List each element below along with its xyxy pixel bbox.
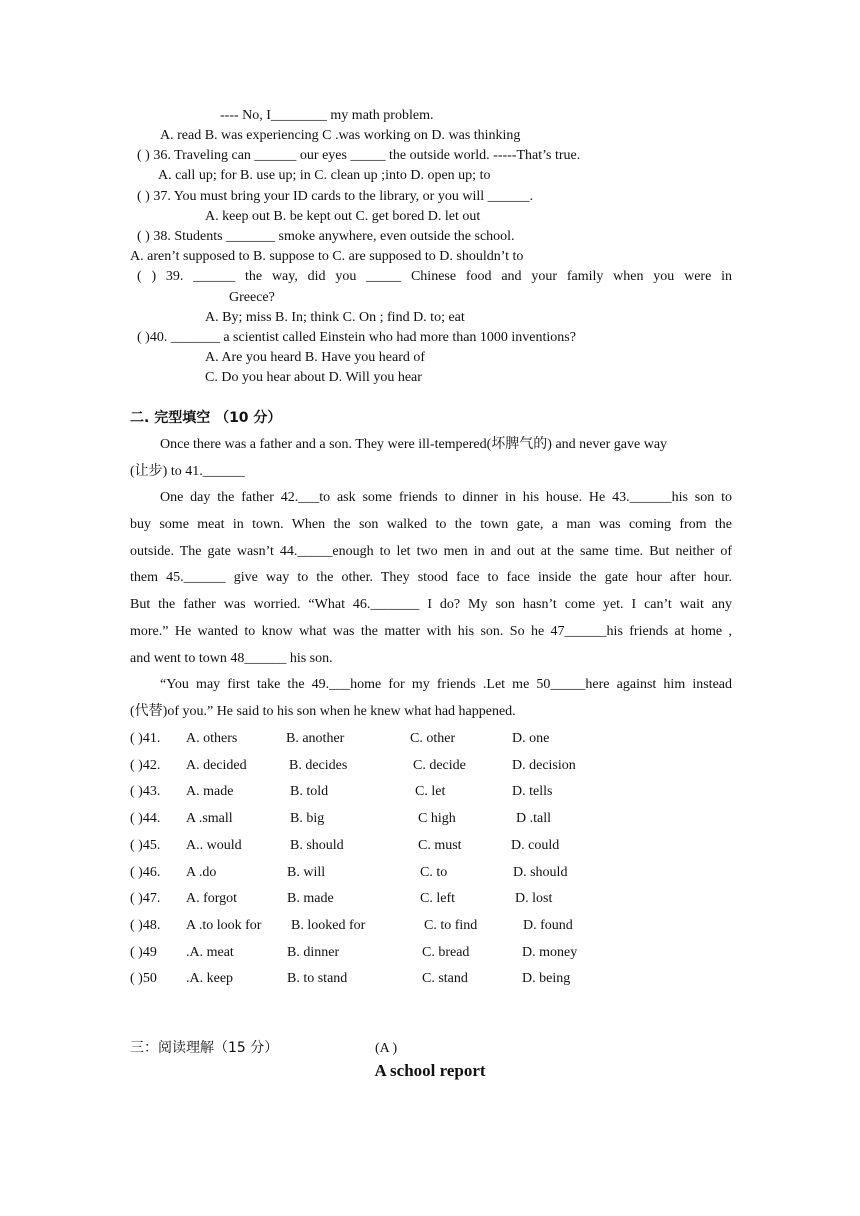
q47-a: A. forgot (186, 891, 238, 906)
q38-options: A. aren’t supposed to B. suppose to C. are supposed to D. shouldn’t to (130, 249, 524, 264)
q46-b: B. will (287, 865, 326, 880)
q45-d: D. could (511, 838, 560, 853)
q49-c: C. bread (422, 945, 470, 960)
q44-c: C high (418, 811, 456, 826)
q44-a: A .small (186, 811, 233, 826)
q50-num: ( )50 (130, 971, 157, 986)
q46-num: ( )46. (130, 865, 161, 880)
passage-line-8: more.” He wanted to know what was the matter with his son. So he 47______his friends at home , (130, 624, 732, 639)
section-2-heading: 二. 完型填空 （10 分） (130, 410, 282, 426)
q47-c: C. left (420, 891, 455, 906)
q40-question: ( )40. _______ a scientist called Einstein who had more than 1000 inventions? (137, 330, 576, 345)
q42-d: D. decision (512, 758, 576, 773)
q50-c: C. stand (422, 971, 468, 986)
q41-d: D. one (512, 731, 550, 746)
q42-num: ( )42. (130, 758, 161, 773)
q49-d: D. money (522, 945, 578, 960)
q39-question-cont: Greece? (229, 290, 275, 305)
q45-c: C. must (418, 838, 462, 853)
q46-a: A .do (186, 865, 217, 880)
q48-b: B. looked for (291, 918, 366, 933)
q49-num: ( )49 (130, 945, 157, 960)
q45-a: A.. would (186, 838, 242, 853)
q44-d: D .tall (516, 811, 551, 826)
q43-d: D. tells (512, 784, 553, 799)
q43-a: A. made (186, 784, 234, 799)
q37-question: ( ) 37. You must bring your ID cards to the library, or you will ______. (137, 189, 534, 204)
q46-c: C. to (420, 865, 448, 880)
q47-d: D. lost (515, 891, 553, 906)
q47-b: B. made (287, 891, 334, 906)
passage-line-4: buy some meat in town. When the son walked to the town gate, a man was coming from the (130, 517, 732, 532)
q50-a: .A. keep (186, 971, 234, 986)
q39-options: A. By; miss B. In; think C. On ; find D. to; eat (205, 310, 465, 325)
q40-options-1: A. Are you heard B. Have you heard of (205, 350, 426, 365)
passage-line-7: But the father was worried. “What 46._______ I do? My son hasn’t come yet. I can’t wait any (130, 597, 732, 612)
q48-c: C. to find (424, 918, 478, 933)
passage-label: (A ) (375, 1041, 398, 1056)
q50-b: B. to stand (287, 971, 348, 986)
q42-a: A. decided (186, 758, 247, 773)
q37-options: A. keep out B. be kept out C. get bored D. let out (205, 209, 481, 224)
section-3-heading: 三：阅读理解（15 分） (130, 1040, 279, 1056)
q35-options: A. read B. was experiencing C .was working on D. was thinking (160, 128, 521, 143)
passage-line-9: and went to town 48______ his son. (130, 651, 333, 666)
passage-title: A school report (374, 1061, 486, 1080)
passage-line-1: Once there was a father and a son. They were ill-tempered(坏脾气的) and never gave way (160, 437, 668, 452)
q45-num: ( )45. (130, 838, 161, 853)
q39-question: ( ) 39. ______ the way, did you _____ Chinese food and your family when you were in (137, 269, 732, 284)
q40-options-2: C. Do you hear about D. Will you hear (205, 370, 422, 385)
q36-question: ( ) 36. Traveling can ______ our eyes _____ the outside world. -----That’s true. (137, 148, 581, 163)
q42-c: C. decide (413, 758, 466, 773)
q35-dialogue: ---- No, I________ my math problem. (220, 108, 434, 123)
q41-num: ( )41. (130, 731, 161, 746)
q45-b: B. should (290, 838, 344, 853)
q43-num: ( )43. (130, 784, 161, 799)
q48-num: ( )48. (130, 918, 161, 933)
q42-b: B. decides (289, 758, 348, 773)
q44-num: ( )44. (130, 811, 161, 826)
q43-c: C. let (415, 784, 446, 799)
q48-a: A .to look for (186, 918, 262, 933)
q49-a: .A. meat (186, 945, 234, 960)
q43-b: B. told (290, 784, 329, 799)
passage-line-11: (代替)of you.” He said to his son when he knew what had happened. (130, 704, 516, 719)
q48-d: D. found (523, 918, 573, 933)
q41-b: B. another (286, 731, 345, 746)
passage-line-10: “You may first take the 49.___home for my friends .Let me 50_____here against him instead (160, 677, 732, 692)
q44-b: B. big (290, 811, 325, 826)
passage-line-2: (让步) to 41.______ (130, 464, 245, 479)
q47-num: ( )47. (130, 891, 161, 906)
q49-b: B. dinner (287, 945, 340, 960)
q41-a: A. others (186, 731, 238, 746)
passage-line-6: them 45.______ give way to the other. They stood face to face inside the gate hour after hour. (130, 570, 732, 585)
q36-options: A. call up; for B. use up; in C. clean up ;into D. open up; to (158, 168, 491, 183)
q38-question: ( ) 38. Students _______ smoke anywhere, even outside the school. (137, 229, 515, 244)
passage-line-3: One day the father 42.___to ask some friends to dinner in his house. He 43.______his son to (160, 490, 732, 505)
q41-c: C. other (410, 731, 456, 746)
q46-d: D. should (513, 865, 568, 880)
passage-line-5: outside. The gate wasn’t 44._____enough to let two men in and out at the same time. But neither of (130, 544, 732, 559)
q50-d: D. being (522, 971, 571, 986)
